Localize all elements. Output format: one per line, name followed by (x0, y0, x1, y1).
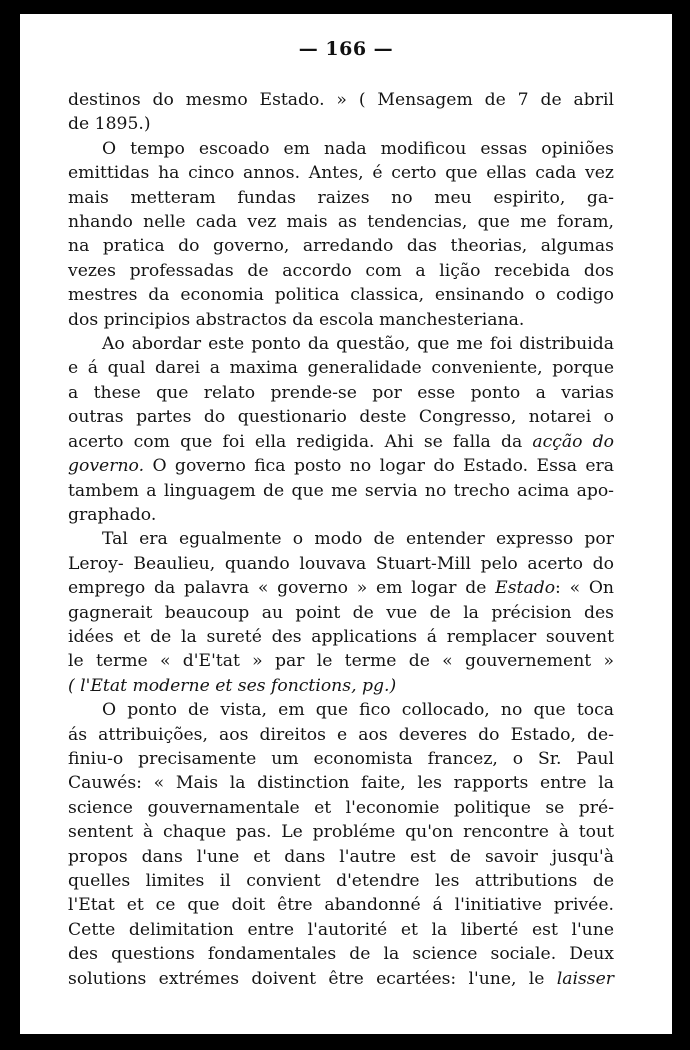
text-line (68, 454, 614, 478)
italic-phrase: governo. (68, 456, 145, 477)
text-line: mestres da economia politica classica, ensinando o codigo (68, 285, 614, 306)
text-line: mais metteram fundas raizes no meu espirito, ga- (68, 187, 614, 208)
text-line: quelles limites il convient d'etendre les attributions de (68, 871, 614, 891)
text-line: a these que relato prende-se por esse ponto a varias (68, 382, 614, 403)
italic-phrase: acção do (532, 431, 614, 452)
text-line: nhando nelle cada vez mais as tendencias, que me foram, (68, 212, 614, 233)
italic-phrase: Estado (495, 578, 556, 599)
text-line: de 1895.) (68, 114, 151, 135)
text-line: Leroy- Beaulieu, quando louvava Stuart-Mill pelo acerto do (68, 553, 614, 574)
text-line (68, 430, 614, 454)
text-run: : « On (555, 578, 614, 599)
text-line: Ao abordar este ponto da questão, que me foi distribuida (102, 334, 614, 355)
citation-line: ( l'Etat moderne et ses fonctions, pg.) (68, 675, 397, 696)
text-line: destinos do mesmo Estado. » ( Mensagem de 7 de abril (68, 90, 614, 110)
text-line: idées et de la sureté des applications á remplacer souvent (68, 626, 614, 647)
text-run: O governo fica posto no logar do Estado. Essa era (144, 456, 614, 477)
text-run: solutions extrémes doivent être ecartées: l'une, le (68, 968, 545, 989)
text-line: tambem a linguagem de que me servia no trecho acima apo- (68, 480, 614, 501)
text-line: dos principios abstractos da escola manchesteriana. (68, 309, 525, 330)
text-line: emittidas ha cinco annos. Antes, é certo que ellas cada vez (68, 163, 614, 184)
text-line: outras partes do questionario deste Congresso, notarei o (68, 407, 614, 428)
text-line: Tal era egualmente o modo de entender expresso por (102, 529, 614, 550)
text-run: emprego da palavra « governo » em logar de (68, 578, 487, 599)
text-line: science gouvernamentale et l'economie politique se pré- (68, 797, 614, 818)
text-line: ás attribuições, aos direitos e aos deveres do Estado, de- (68, 724, 614, 745)
text-line: finiu-o precisamente um economista francez, o Sr. Paul (68, 748, 614, 769)
text-line: Cette delimitation entre l'autorité et la liberté est l'une (68, 919, 614, 940)
page-number: — 166 — (298, 38, 394, 60)
text-line: O ponto de vista, em que fico collocado, no que toca (102, 700, 614, 721)
text-line: sentent à chaque pas. Le probléme qu'on rencontre à tout (68, 822, 614, 843)
text-line: gagnerait beaucoup au point de vue de la précision des (68, 602, 614, 623)
text-line: e á qual darei a maxima generalidade conveniente, porque (68, 358, 614, 379)
text-line: l'Etat et ce que doit être abandonné á l'initiative privée. (68, 895, 614, 916)
text-line: des questions fondamentales de la science sociale. Deux (68, 944, 614, 965)
text-line: graphado. (68, 504, 157, 525)
text-run: acerto com que foi ella redigida. Ahi se falla da (68, 431, 523, 452)
text-line: propos dans l'une et dans l'autre est de savoir jusqu'à (68, 846, 614, 867)
text-line: na pratica do governo, arredando das theorias, algumas (68, 236, 614, 257)
text-line: Cauwés: « Mais la distinction faite, les rapports entre la (68, 773, 614, 794)
text-line: le terme « d'E'tat » par le terme de « gouvernement » (68, 651, 614, 672)
book-page (20, 14, 672, 1034)
page-text (68, 88, 614, 991)
italic-phrase: laisser (556, 968, 614, 989)
text-line (68, 576, 614, 600)
text-line (68, 967, 614, 991)
text-line: vezes professadas de accordo com a lição recebida dos (68, 260, 614, 281)
text-line: O tempo escoado em nada modificou essas opiniões (102, 138, 614, 159)
